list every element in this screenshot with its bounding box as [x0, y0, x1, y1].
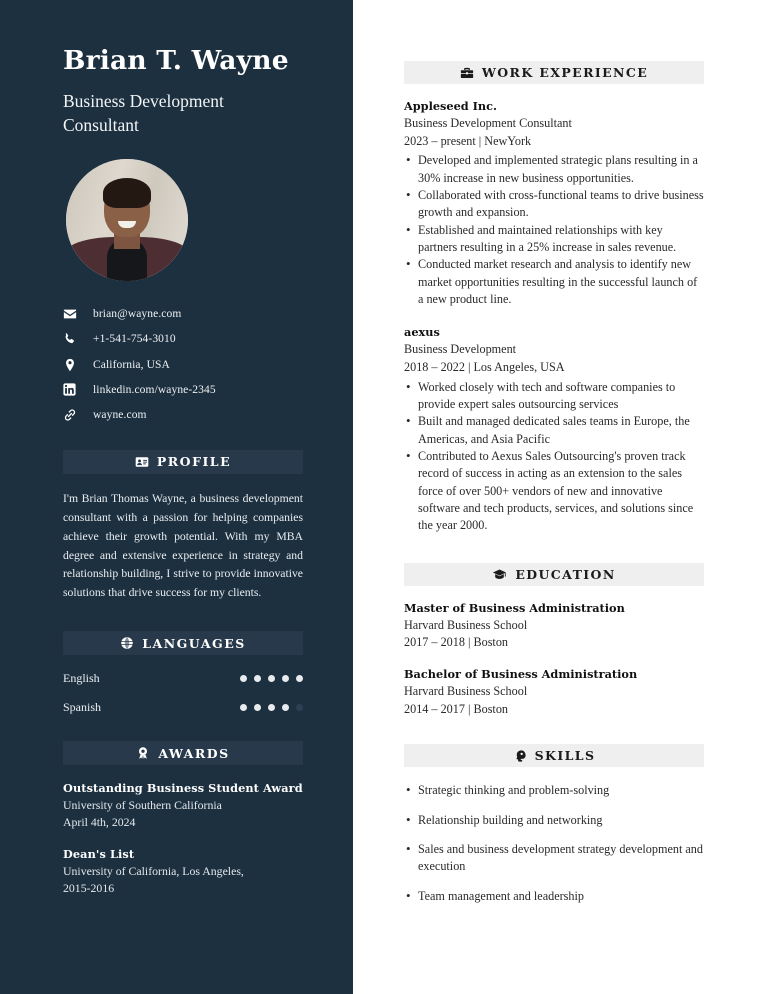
linkedin-icon	[63, 383, 85, 396]
skill-item: • Strategic thinking and problem-solving	[404, 782, 704, 799]
work-dates-location: 2018 – 2022 | Los Angeles, USA	[404, 360, 565, 375]
level-dot	[240, 704, 247, 711]
award-org: University of Southern California	[63, 798, 222, 813]
language-name: Spanish	[63, 700, 102, 715]
work-company: aexus	[404, 325, 440, 340]
spacer	[404, 733, 704, 744]
work-role: Business Development	[404, 342, 517, 357]
envelope-icon	[63, 307, 85, 321]
contact-list	[63, 307, 303, 422]
id-card-icon	[135, 455, 149, 469]
section-title-profile: PROFILE	[156, 454, 232, 470]
level-dot	[268, 675, 275, 682]
work-bullet: • Conducted market research and analysis to identify new market opportunities resulting in the successful launch of a new product line.	[404, 256, 704, 308]
sidebar	[0, 0, 353, 994]
location-pin-icon	[63, 358, 85, 372]
section-title-awards: AWARDS	[158, 745, 230, 761]
work-bullet: • Collaborated with cross-functional teams to drive business growth and expansion.	[404, 187, 704, 222]
award-medal-icon	[136, 746, 150, 760]
section-header-education	[404, 563, 704, 586]
globe-icon	[120, 636, 134, 650]
award-date: April 4th, 2024	[63, 815, 136, 830]
language-row-spanish	[63, 700, 303, 715]
education-degree: Bachelor of Business Administration	[404, 667, 638, 682]
skill-item: • Sales and business development strategy development and execution	[404, 841, 704, 876]
link-icon	[63, 408, 85, 422]
graduation-cap-icon	[492, 567, 507, 582]
contact-value-phone: +1-541-754-3010	[93, 333, 176, 346]
award-org: University of California, Los Angeles,	[63, 863, 244, 878]
award-date: 2015-2016	[63, 880, 115, 895]
work-bullet: • Contributed to Aexus Sales Outsourcing's proven track record of success in acting as an extension to the sales force of over 500+ vendors of new and innovative software and tech products, services, and solutions since the year 2000.	[404, 448, 704, 535]
section-header-skills	[404, 744, 704, 767]
job-title: Business Development Consultant	[63, 91, 224, 135]
spacer	[404, 552, 704, 563]
level-dot	[268, 704, 275, 711]
work-bullets	[404, 152, 704, 308]
education-entry	[404, 667, 704, 718]
work-dates-location: 2023 – present | NewYork	[404, 133, 532, 148]
level-dot	[282, 704, 289, 711]
level-dot-empty	[296, 704, 303, 711]
section-header-languages	[63, 631, 303, 655]
skills-list	[404, 782, 704, 905]
contact-item-website[interactable]	[63, 408, 303, 422]
language-row-english	[63, 671, 303, 686]
section-title-skills: SKILLS	[534, 748, 596, 764]
work-role: Business Development Consultant	[404, 116, 572, 130]
work-company: Appleseed Inc.	[404, 99, 497, 113]
head-brain-icon	[513, 749, 527, 763]
level-dot	[296, 675, 303, 682]
contact-item-linkedin[interactable]	[63, 383, 303, 396]
language-level-dots	[240, 675, 303, 682]
avatar	[66, 159, 188, 281]
education-entry	[404, 601, 704, 652]
phone-icon	[63, 332, 85, 346]
section-header-work-experience	[404, 61, 704, 84]
avatar-hair	[103, 178, 151, 208]
work-bullet: • Established and maintained relationships with key partners resulting in a 25% increase in sales revenue.	[404, 222, 704, 257]
languages-section	[63, 631, 303, 715]
section-title-languages: LANGUAGES	[142, 635, 246, 651]
contact-item-email[interactable]	[63, 307, 303, 321]
award-title: Dean's List	[63, 846, 135, 861]
contact-value-website: wayne.com	[93, 408, 147, 421]
contact-item-phone[interactable]	[63, 332, 303, 346]
skill-item: • Relationship building and networking	[404, 812, 704, 829]
award-item	[63, 847, 303, 897]
award-title: Outstanding Business Student Award	[63, 781, 303, 796]
level-dot	[240, 675, 247, 682]
contact-value-linkedin: linkedin.com/wayne-2345	[93, 383, 216, 396]
level-dot	[254, 704, 261, 711]
main-content	[353, 0, 768, 994]
work-entry	[404, 325, 704, 534]
section-title-education: EDUCATION	[515, 566, 616, 582]
briefcase-icon	[460, 66, 474, 80]
section-header-awards	[63, 741, 303, 765]
contact-value-email: brian@wayne.com	[93, 307, 182, 320]
education-school: Harvard Business School	[404, 617, 528, 632]
work-entry	[404, 99, 704, 308]
education-degree: Master of Business Administration	[404, 600, 625, 615]
contact-value-location: California, USA	[93, 358, 170, 371]
profile-text: I'm Brian Thomas Wayne, a business development consultant with a passion for helping companies achieve their growth potential. With my MBA degree and extensive experience in strategy and relationship building, I strive to provide innovative solutions that drive success for my clients.	[63, 491, 303, 600]
section-header-profile	[63, 450, 303, 474]
language-name: English	[63, 671, 100, 686]
page-title: Brian T. Wayne	[63, 45, 289, 76]
education-dates-location: 2014 – 2017 | Boston	[404, 701, 509, 716]
contact-item-location[interactable]	[63, 358, 303, 372]
level-dot	[254, 675, 261, 682]
work-bullet: • Worked closely with tech and software companies to provide expert sales outsourcing services	[404, 379, 704, 414]
education-dates-location: 2017 – 2018 | Boston	[404, 635, 509, 650]
language-level-dots	[240, 704, 303, 711]
work-bullet: • Developed and implemented strategic plans resulting in a 30% increase in new business opportunities.	[404, 152, 704, 187]
education-school: Harvard Business School	[404, 684, 528, 699]
work-bullet: • Built and managed dedicated sales teams in Europe, the Americas, and Asia Pacific	[404, 413, 704, 448]
award-item	[63, 781, 303, 831]
skill-item: • Team management and leadership	[404, 888, 704, 905]
work-bullets	[404, 379, 704, 535]
section-title-work-experience: WORK EXPERIENCE	[481, 65, 649, 80]
level-dot	[282, 675, 289, 682]
